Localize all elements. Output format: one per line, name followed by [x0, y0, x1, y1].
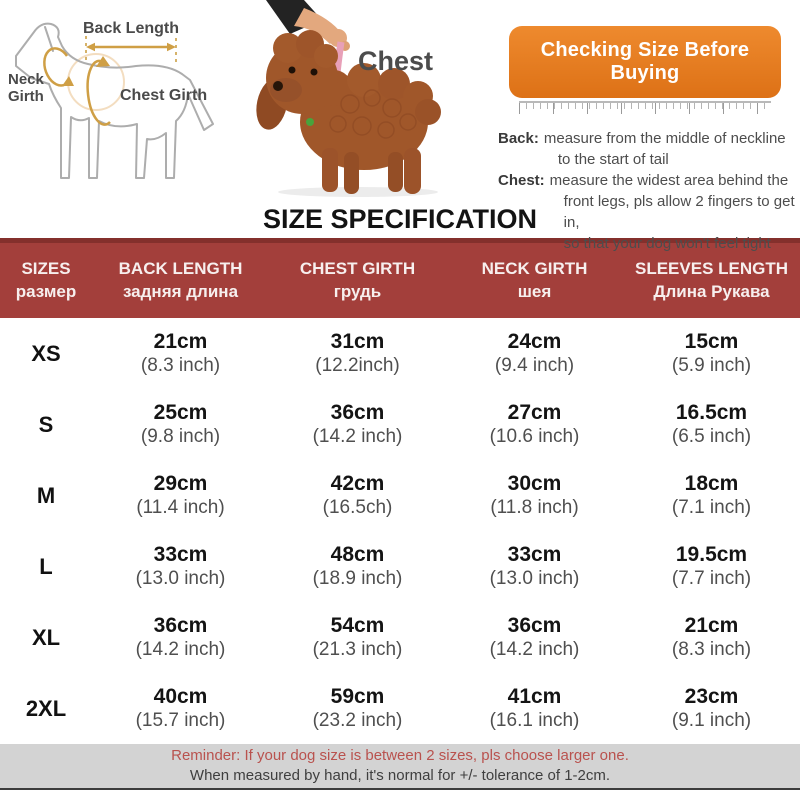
- header-en: BACK LENGTH: [118, 259, 243, 278]
- back-term: Back:: [498, 130, 539, 147]
- header-ru: грудь: [333, 282, 382, 301]
- value-cell: 15cm (5.9 inch): [671, 330, 752, 376]
- value-cell: 21cm (8.3 inch): [140, 330, 221, 376]
- size-cell: XL: [31, 624, 61, 650]
- dog-outline-drawing: [0, 0, 238, 200]
- reminder-bar: [0, 744, 800, 790]
- reminder-line-1: Reminder: If your dog size is between 2 sizes, pls choose larger one.: [171, 747, 629, 764]
- value-cell: 41cm (16.1 inch): [489, 685, 580, 731]
- collar-tag: [306, 118, 314, 126]
- size-guide: [490, 0, 800, 252]
- reminder-line-2: When measured by hand, it's normal for +/- tolerance of 1-2cm.: [189, 767, 611, 784]
- neck-girth-label-line2: Girth: [8, 88, 44, 105]
- value-cell: 29cm (11.4 inch): [136, 472, 225, 518]
- table-row-xs: [0, 318, 800, 389]
- chest-term: Chest:: [498, 172, 545, 189]
- table-row-m: [0, 460, 800, 531]
- value-cell: 36cm (14.2 inch): [489, 614, 580, 660]
- value-cell: 21cm (8.3 inch): [671, 614, 752, 660]
- back-line-2: to the start of tail: [557, 151, 669, 168]
- value-cell: 19.5cm (7.7 inch): [671, 543, 752, 589]
- header-cell-sleeves-length: [623, 243, 800, 318]
- table-header-row: [0, 238, 800, 318]
- value-cell: 33cm (13.0 inch): [135, 543, 226, 589]
- value-cell: 27cm (10.6 inch): [489, 401, 580, 447]
- neck-girth-label-line1: Neck: [8, 71, 44, 88]
- value-cell: 18cm (7.1 inch): [671, 472, 752, 518]
- measure-definitions: [498, 128, 800, 254]
- value-cell: 25cm (9.8 inch): [140, 401, 221, 447]
- chest-line-2: front legs, pls allow 2 fingers to get in,: [563, 193, 795, 231]
- table-row-l: [0, 531, 800, 602]
- size-specification-title: SIZE SPECIFICATION: [262, 203, 538, 234]
- chest-girth-label: Chest Girth: [120, 87, 208, 104]
- value-cell: 59cm (23.2 inch): [312, 685, 403, 731]
- value-cell: 36cm (14.2 inch): [135, 614, 226, 660]
- table-row-s: [0, 389, 800, 460]
- header-ru: задняя длина: [122, 282, 239, 301]
- back-line-1: measure from the middle of neckline: [543, 130, 786, 147]
- header-en: SIZES: [21, 259, 71, 278]
- chest-line-1: measure the widest area behind the: [549, 172, 789, 189]
- back-definition: [498, 128, 800, 170]
- chest-line-3: so that your dog won't feel tight: [563, 235, 771, 252]
- header-cell-back-length: [92, 243, 269, 318]
- value-cell: 42cm (16.5ch): [322, 472, 393, 518]
- header-en: SLEEVES LENGTH: [634, 259, 789, 278]
- chest-photo-label: Chest: [358, 46, 434, 76]
- header-ru: шея: [517, 282, 552, 301]
- size-table: [0, 238, 800, 744]
- value-cell: 31cm (12.2inch): [315, 330, 400, 376]
- header-ru: размер: [15, 282, 77, 301]
- header-cell-chest-girth: [269, 243, 446, 318]
- value-cell: 54cm (21.3 inch): [312, 614, 403, 660]
- size-cell: XS: [31, 340, 61, 366]
- header-cell-sizes: [0, 243, 92, 318]
- dog-measurement-diagram: [0, 0, 238, 200]
- table-row-2xl: [0, 673, 800, 744]
- table-row-xl: [0, 602, 800, 673]
- value-cell: 33cm (13.0 inch): [489, 543, 580, 589]
- header-en: CHEST GIRTH: [299, 259, 416, 278]
- header-cell-neck-girth: [446, 243, 623, 318]
- value-cell: 23cm (9.1 inch): [671, 685, 752, 731]
- value-cell: 48cm (18.9 inch): [312, 543, 403, 589]
- value-cell: 40cm (15.7 inch): [135, 685, 226, 731]
- ruler-icon: [519, 101, 771, 114]
- back-length-label: Back Length: [82, 20, 180, 37]
- value-cell: 24cm (9.4 inch): [494, 330, 575, 376]
- header-en: NECK GIRTH: [481, 259, 588, 278]
- checking-size-banner[interactable]: Checking Size Before Buying: [509, 26, 781, 98]
- size-cell: M: [36, 482, 56, 508]
- chest-definition: [498, 170, 800, 254]
- value-cell: 30cm (11.8 inch): [490, 472, 579, 518]
- size-cell: 2XL: [25, 695, 67, 721]
- dog-photo: [238, 0, 490, 200]
- header-ru: Длина Рукава: [653, 282, 770, 301]
- poodle-illustration: [238, 0, 490, 200]
- size-cell: L: [39, 553, 53, 579]
- value-cell: 16.5cm (6.5 inch): [671, 401, 752, 447]
- size-cell: S: [38, 411, 54, 437]
- value-cell: 36cm (14.2 inch): [312, 401, 403, 447]
